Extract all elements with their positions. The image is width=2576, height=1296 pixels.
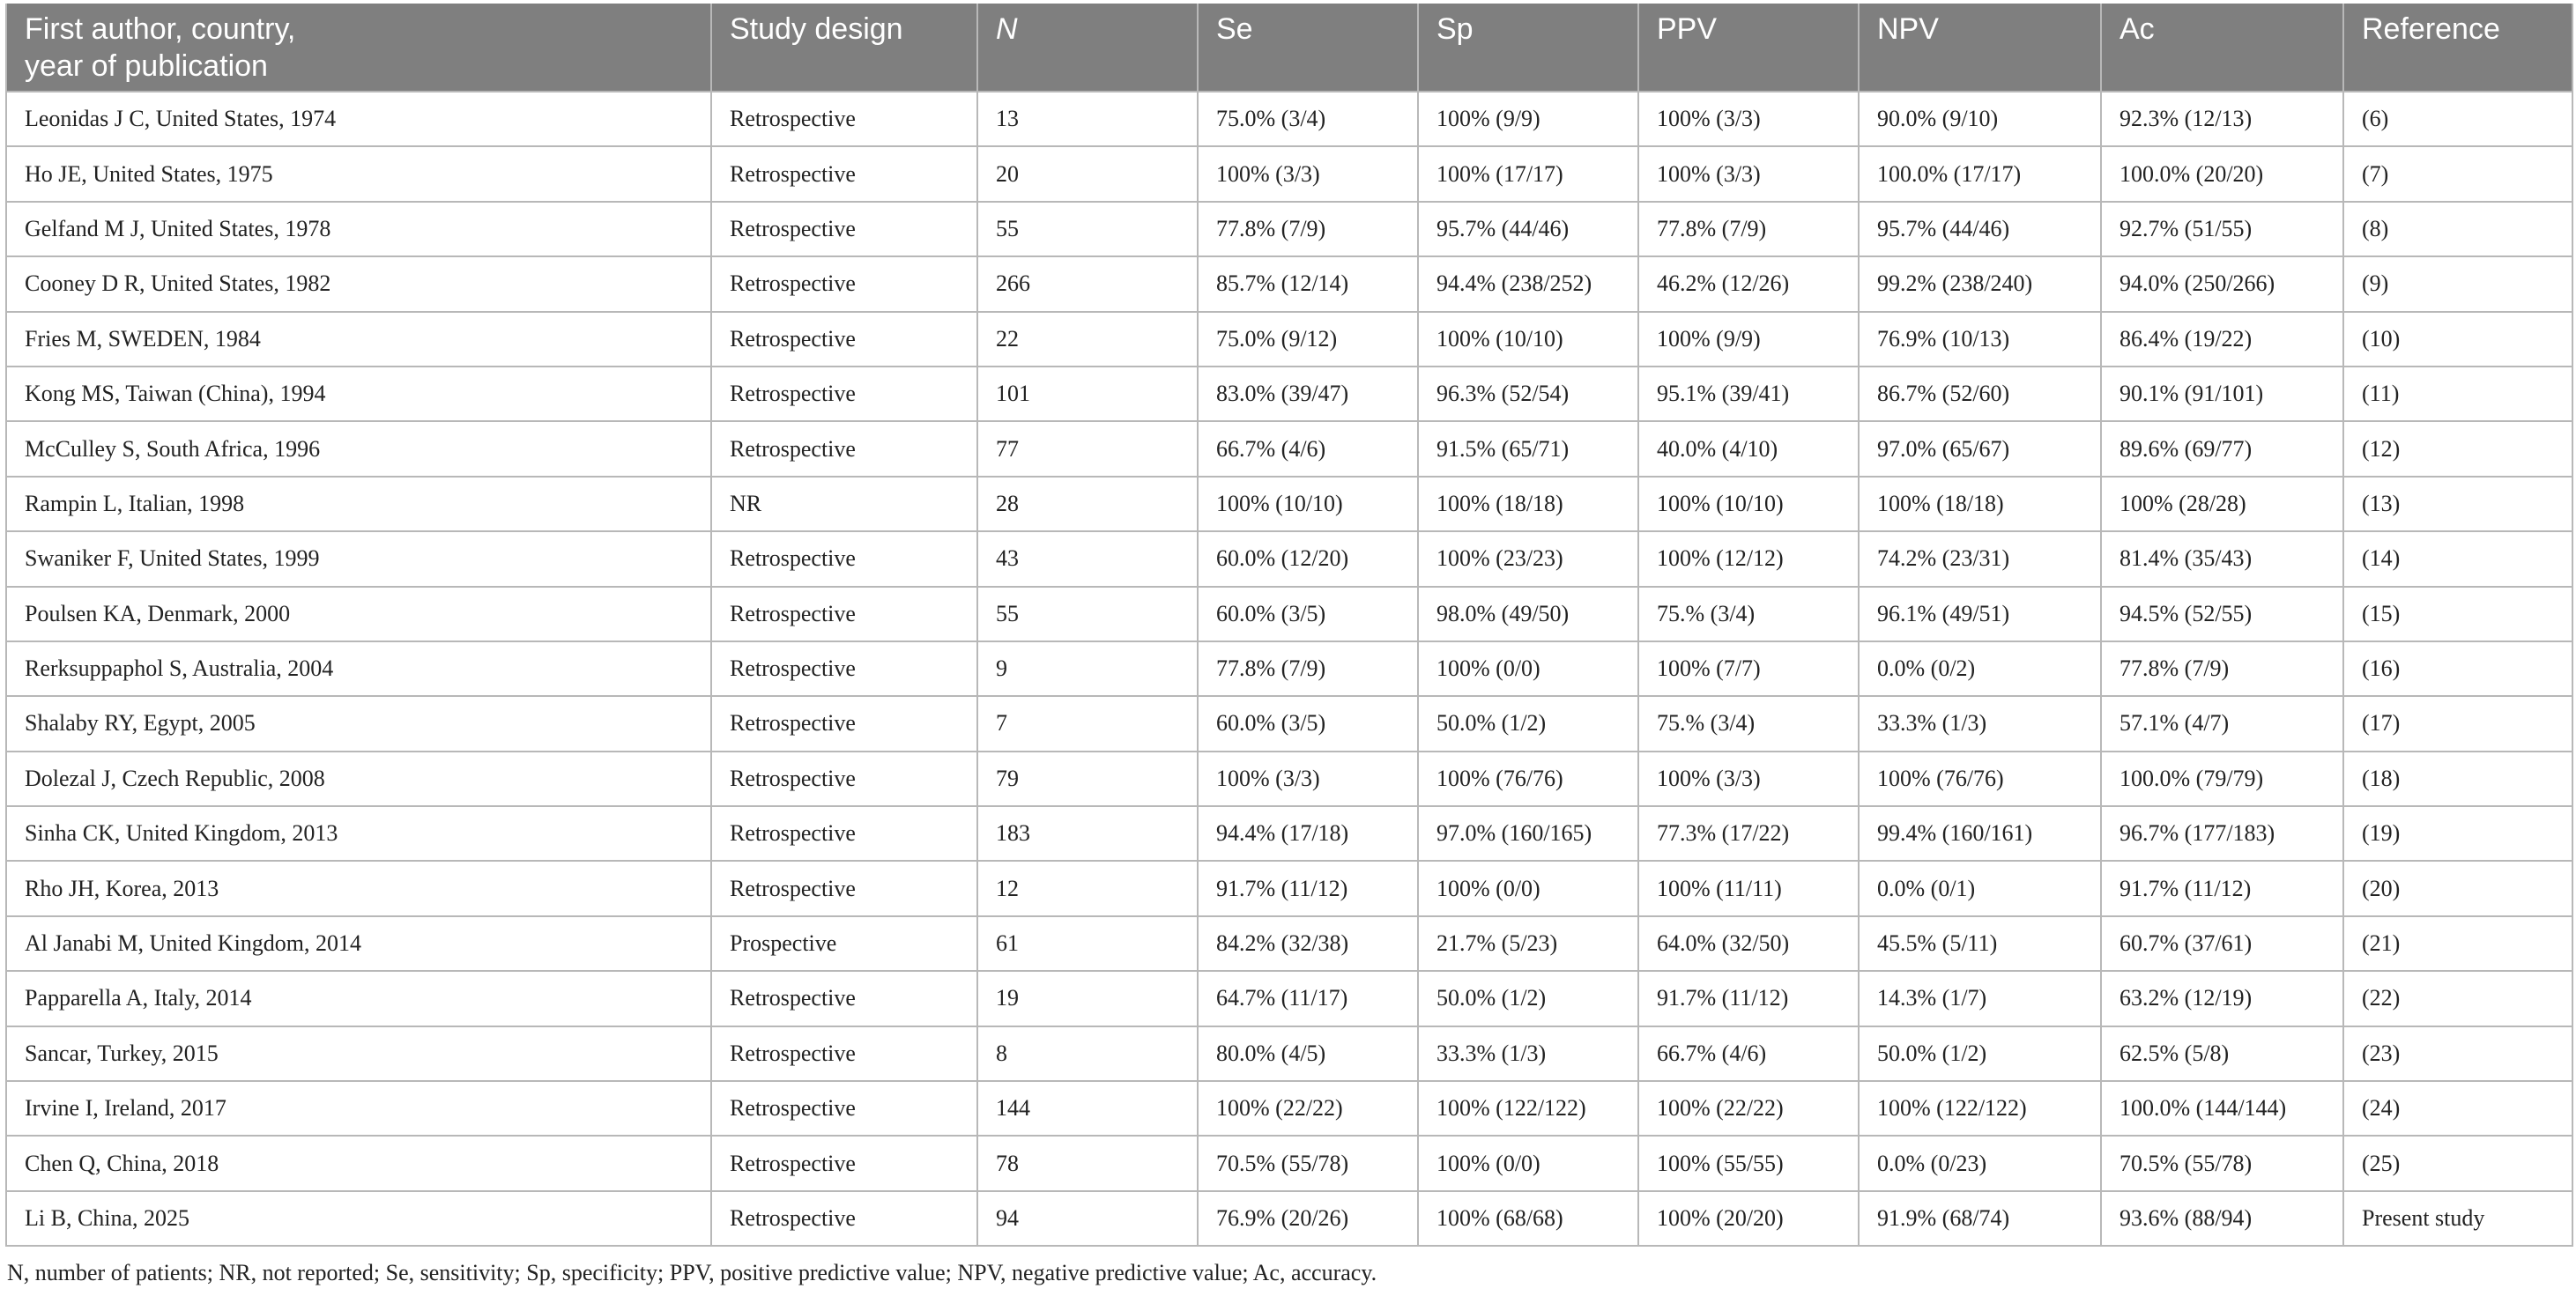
sp-cell: 100% (0/0)	[1418, 1136, 1638, 1190]
n-cell: 61	[977, 916, 1198, 971]
n-cell: 77	[977, 421, 1198, 476]
ac-cell: 100.0% (79/79)	[2101, 752, 2343, 806]
reference-cell: (9)	[2343, 256, 2572, 311]
header-se	[1198, 4, 1418, 92]
ac-cell: 91.7% (11/12)	[2101, 861, 2343, 915]
study-design-cell: Retrospective	[711, 202, 977, 256]
sp-cell: 100% (23/23)	[1418, 531, 1638, 586]
n-cell: 19	[977, 971, 1198, 1026]
table-body	[6, 92, 2572, 1246]
reference-cell: (23)	[2343, 1026, 2572, 1081]
study-design-cell: Retrospective	[711, 367, 977, 421]
author-cell: Swaniker F, United States, 1999	[6, 531, 711, 586]
sp-cell: 91.5% (65/71)	[1418, 421, 1638, 476]
ppv-cell: 100% (20/20)	[1638, 1191, 1859, 1246]
se-cell: 60.0% (3/5)	[1198, 587, 1418, 641]
table-row	[6, 477, 2572, 531]
n-cell: 94	[977, 1191, 1198, 1246]
reference-cell: (15)	[2343, 587, 2572, 641]
se-cell: 77.8% (7/9)	[1198, 202, 1418, 256]
header-label: Se	[1216, 12, 1253, 46]
se-cell: 75.0% (9/12)	[1198, 312, 1418, 367]
header-label: First author, country,	[25, 12, 296, 46]
npv-cell: 33.3% (1/3)	[1859, 696, 2101, 751]
table-header-row	[6, 4, 2572, 92]
ac-cell: 100.0% (144/144)	[2101, 1081, 2343, 1136]
author-cell: Fries M, SWEDEN, 1984	[6, 312, 711, 367]
table-row	[6, 421, 2572, 476]
sp-cell: 95.7% (44/46)	[1418, 202, 1638, 256]
header-label: Ac	[2119, 12, 2155, 46]
ppv-cell: 40.0% (4/10)	[1638, 421, 1859, 476]
ppv-cell: 100% (3/3)	[1638, 146, 1859, 201]
header-label: NPV	[1877, 12, 1939, 46]
sp-cell: 100% (0/0)	[1418, 641, 1638, 696]
study-design-cell: Retrospective	[711, 641, 977, 696]
n-cell: 55	[977, 587, 1198, 641]
sp-cell: 21.7% (5/23)	[1418, 916, 1638, 971]
reference-cell: (17)	[2343, 696, 2572, 751]
n-cell: 8	[977, 1026, 1198, 1081]
ac-cell: 77.8% (7/9)	[2101, 641, 2343, 696]
npv-cell: 86.7% (52/60)	[1859, 367, 2101, 421]
ac-cell: 89.6% (69/77)	[2101, 421, 2343, 476]
ac-cell: 100.0% (20/20)	[2101, 146, 2343, 201]
author-cell: Sancar, Turkey, 2015	[6, 1026, 711, 1081]
table-row	[6, 92, 2572, 146]
results-table	[5, 4, 2573, 1247]
se-cell: 75.0% (3/4)	[1198, 92, 1418, 146]
ac-cell: 92.7% (51/55)	[2101, 202, 2343, 256]
reference-cell: (8)	[2343, 202, 2572, 256]
ppv-cell: 77.3% (17/22)	[1638, 806, 1859, 861]
n-cell: 55	[977, 202, 1198, 256]
author-cell: Shalaby RY, Egypt, 2005	[6, 696, 711, 751]
n-cell: 78	[977, 1136, 1198, 1190]
table-row	[6, 916, 2572, 971]
ac-cell: 70.5% (55/78)	[2101, 1136, 2343, 1190]
se-cell: 91.7% (11/12)	[1198, 861, 1418, 915]
ppv-cell: 100% (22/22)	[1638, 1081, 1859, 1136]
npv-cell: 99.4% (160/161)	[1859, 806, 2101, 861]
table-row	[6, 202, 2572, 256]
table-row	[6, 256, 2572, 311]
header-n	[977, 4, 1198, 92]
table-row	[6, 531, 2572, 586]
table-row	[6, 1081, 2572, 1136]
sp-cell: 100% (76/76)	[1418, 752, 1638, 806]
header-label: Reference	[2362, 12, 2500, 46]
ppv-cell: 100% (11/11)	[1638, 861, 1859, 915]
ac-cell: 63.2% (12/19)	[2101, 971, 2343, 1026]
ppv-cell: 100% (10/10)	[1638, 477, 1859, 531]
ppv-cell: 91.7% (11/12)	[1638, 971, 1859, 1026]
npv-cell: 0.0% (0/2)	[1859, 641, 2101, 696]
reference-cell: (13)	[2343, 477, 2572, 531]
n-cell: 12	[977, 861, 1198, 915]
study-design-cell: Retrospective	[711, 861, 977, 915]
author-cell: Poulsen KA, Denmark, 2000	[6, 587, 711, 641]
n-cell: 79	[977, 752, 1198, 806]
study-design-cell: Retrospective	[711, 971, 977, 1026]
se-cell: 76.9% (20/26)	[1198, 1191, 1418, 1246]
reference-cell: (25)	[2343, 1136, 2572, 1190]
se-cell: 60.0% (12/20)	[1198, 531, 1418, 586]
n-cell: 183	[977, 806, 1198, 861]
author-cell: Irvine I, Ireland, 2017	[6, 1081, 711, 1136]
se-cell: 100% (3/3)	[1198, 752, 1418, 806]
author-cell: Al Janabi M, United Kingdom, 2014	[6, 916, 711, 971]
ac-cell: 100% (28/28)	[2101, 477, 2343, 531]
se-cell: 84.2% (32/38)	[1198, 916, 1418, 971]
se-cell: 100% (10/10)	[1198, 477, 1418, 531]
table-row	[6, 861, 2572, 915]
table-footnote: N, number of patients; NR, not reported; Se, sensitivity; Sp, specificity; PPV, positive predictive value; NPV, negative predictive value; Ac, accuracy.	[7, 1260, 1377, 1285]
npv-cell: 97.0% (65/67)	[1859, 421, 2101, 476]
reference-cell: (14)	[2343, 531, 2572, 586]
sp-cell: 98.0% (49/50)	[1418, 587, 1638, 641]
n-cell: 20	[977, 146, 1198, 201]
author-cell: Dolezal J, Czech Republic, 2008	[6, 752, 711, 806]
table-row	[6, 1136, 2572, 1190]
author-cell: Rerksuppaphol S, Australia, 2004	[6, 641, 711, 696]
table-row	[6, 696, 2572, 751]
sp-cell: 100% (122/122)	[1418, 1081, 1638, 1136]
study-design-cell: Retrospective	[711, 146, 977, 201]
table-row	[6, 806, 2572, 861]
se-cell: 77.8% (7/9)	[1198, 641, 1418, 696]
sp-cell: 33.3% (1/3)	[1418, 1026, 1638, 1081]
npv-cell: 0.0% (0/1)	[1859, 861, 2101, 915]
npv-cell: 100% (18/18)	[1859, 477, 2101, 531]
se-cell: 100% (3/3)	[1198, 146, 1418, 201]
author-cell: McCulley S, South Africa, 1996	[6, 421, 711, 476]
table-row	[6, 146, 2572, 201]
header-label: Sp	[1436, 12, 1474, 46]
author-cell: Ho JE, United States, 1975	[6, 146, 711, 201]
ac-cell: 92.3% (12/13)	[2101, 92, 2343, 146]
author-cell: Rampin L, Italian, 1998	[6, 477, 711, 531]
reference-cell: (19)	[2343, 806, 2572, 861]
npv-cell: 95.7% (44/46)	[1859, 202, 2101, 256]
header-ppv	[1638, 4, 1859, 92]
n-cell: 22	[977, 312, 1198, 367]
npv-cell: 100.0% (17/17)	[1859, 146, 2101, 201]
ac-cell: 93.6% (88/94)	[2101, 1191, 2343, 1246]
npv-cell: 74.2% (23/31)	[1859, 531, 2101, 586]
header-study-design	[711, 4, 977, 92]
ac-cell: 57.1% (4/7)	[2101, 696, 2343, 751]
ppv-cell: 100% (7/7)	[1638, 641, 1859, 696]
study-design-cell: Retrospective	[711, 752, 977, 806]
reference-cell: (18)	[2343, 752, 2572, 806]
ac-cell: 62.5% (5/8)	[2101, 1026, 2343, 1081]
se-cell: 100% (22/22)	[1198, 1081, 1418, 1136]
author-cell: Leonidas J C, United States, 1974	[6, 92, 711, 146]
npv-cell: 14.3% (1/7)	[1859, 971, 2101, 1026]
results-table-container	[5, 4, 2572, 1247]
study-design-cell: Retrospective	[711, 1081, 977, 1136]
header-label: PPV	[1657, 12, 1718, 46]
table-row	[6, 752, 2572, 806]
sp-cell: 100% (9/9)	[1418, 92, 1638, 146]
n-cell: 101	[977, 367, 1198, 421]
study-design-cell: Prospective	[711, 916, 977, 971]
sp-cell: 50.0% (1/2)	[1418, 971, 1638, 1026]
study-design-cell: NR	[711, 477, 977, 531]
header-label: N	[996, 12, 1018, 46]
author-cell: Papparella A, Italy, 2014	[6, 971, 711, 1026]
n-cell: 144	[977, 1081, 1198, 1136]
reference-cell: (16)	[2343, 641, 2572, 696]
ppv-cell: 75.% (3/4)	[1638, 696, 1859, 751]
header-reference	[2343, 4, 2572, 92]
se-cell: 83.0% (39/47)	[1198, 367, 1418, 421]
ac-cell: 94.0% (250/266)	[2101, 256, 2343, 311]
se-cell: 60.0% (3/5)	[1198, 696, 1418, 751]
reference-cell: (11)	[2343, 367, 2572, 421]
author-cell: Rho JH, Korea, 2013	[6, 861, 711, 915]
header-label: Study design	[730, 12, 903, 46]
table-row	[6, 1191, 2572, 1246]
study-design-cell: Retrospective	[711, 587, 977, 641]
header-npv	[1859, 4, 2101, 92]
npv-cell: 0.0% (0/23)	[1859, 1136, 2101, 1190]
reference-cell: Present study	[2343, 1191, 2572, 1246]
sp-cell: 94.4% (238/252)	[1418, 256, 1638, 311]
sp-cell: 97.0% (160/165)	[1418, 806, 1638, 861]
table-row	[6, 312, 2572, 367]
npv-cell: 76.9% (10/13)	[1859, 312, 2101, 367]
ppv-cell: 75.% (3/4)	[1638, 587, 1859, 641]
ac-cell: 90.1% (91/101)	[2101, 367, 2343, 421]
sp-cell: 100% (0/0)	[1418, 861, 1638, 915]
reference-cell: (7)	[2343, 146, 2572, 201]
reference-cell: (10)	[2343, 312, 2572, 367]
se-cell: 85.7% (12/14)	[1198, 256, 1418, 311]
npv-cell: 96.1% (49/51)	[1859, 587, 2101, 641]
n-cell: 9	[977, 641, 1198, 696]
reference-cell: (20)	[2343, 861, 2572, 915]
ppv-cell: 77.8% (7/9)	[1638, 202, 1859, 256]
ppv-cell: 100% (55/55)	[1638, 1136, 1859, 1190]
ac-cell: 96.7% (177/183)	[2101, 806, 2343, 861]
reference-cell: (6)	[2343, 92, 2572, 146]
n-cell: 43	[977, 531, 1198, 586]
header-author	[6, 4, 711, 92]
study-design-cell: Retrospective	[711, 92, 977, 146]
ppv-cell: 95.1% (39/41)	[1638, 367, 1859, 421]
se-cell: 70.5% (55/78)	[1198, 1136, 1418, 1190]
reference-cell: (21)	[2343, 916, 2572, 971]
sp-cell: 100% (17/17)	[1418, 146, 1638, 201]
study-design-cell: Retrospective	[711, 1191, 977, 1246]
n-cell: 266	[977, 256, 1198, 311]
npv-cell: 50.0% (1/2)	[1859, 1026, 2101, 1081]
author-cell: Gelfand M J, United States, 1978	[6, 202, 711, 256]
study-design-cell: Retrospective	[711, 312, 977, 367]
sp-cell: 50.0% (1/2)	[1418, 696, 1638, 751]
study-design-cell: Retrospective	[711, 806, 977, 861]
header-label-line2: year of publication	[25, 49, 268, 83]
author-cell: Kong MS, Taiwan (China), 1994	[6, 367, 711, 421]
ppv-cell: 66.7% (4/6)	[1638, 1026, 1859, 1081]
study-design-cell: Retrospective	[711, 256, 977, 311]
ppv-cell: 100% (12/12)	[1638, 531, 1859, 586]
header-ac	[2101, 4, 2343, 92]
author-cell: Cooney D R, United States, 1982	[6, 256, 711, 311]
study-design-cell: Retrospective	[711, 1136, 977, 1190]
study-design-cell: Retrospective	[711, 531, 977, 586]
npv-cell: 100% (122/122)	[1859, 1081, 2101, 1136]
se-cell: 66.7% (4/6)	[1198, 421, 1418, 476]
ppv-cell: 64.0% (32/50)	[1638, 916, 1859, 971]
n-cell: 13	[977, 92, 1198, 146]
n-cell: 7	[977, 696, 1198, 751]
sp-cell: 100% (10/10)	[1418, 312, 1638, 367]
npv-cell: 100% (76/76)	[1859, 752, 2101, 806]
table-row	[6, 971, 2572, 1026]
table-row	[6, 1026, 2572, 1081]
reference-cell: (24)	[2343, 1081, 2572, 1136]
author-cell: Sinha CK, United Kingdom, 2013	[6, 806, 711, 861]
n-cell: 28	[977, 477, 1198, 531]
se-cell: 94.4% (17/18)	[1198, 806, 1418, 861]
header-sp	[1418, 4, 1638, 92]
sp-cell: 100% (68/68)	[1418, 1191, 1638, 1246]
study-design-cell: Retrospective	[711, 421, 977, 476]
author-cell: Li B, China, 2025	[6, 1191, 711, 1246]
ac-cell: 86.4% (19/22)	[2101, 312, 2343, 367]
ppv-cell: 100% (9/9)	[1638, 312, 1859, 367]
table-row	[6, 587, 2572, 641]
se-cell: 64.7% (11/17)	[1198, 971, 1418, 1026]
reference-cell: (12)	[2343, 421, 2572, 476]
npv-cell: 90.0% (9/10)	[1859, 92, 2101, 146]
ppv-cell: 100% (3/3)	[1638, 752, 1859, 806]
table-row	[6, 367, 2572, 421]
ac-cell: 60.7% (37/61)	[2101, 916, 2343, 971]
se-cell: 80.0% (4/5)	[1198, 1026, 1418, 1081]
ppv-cell: 100% (3/3)	[1638, 92, 1859, 146]
study-design-cell: Retrospective	[711, 1026, 977, 1081]
ac-cell: 81.4% (35/43)	[2101, 531, 2343, 586]
sp-cell: 96.3% (52/54)	[1418, 367, 1638, 421]
npv-cell: 99.2% (238/240)	[1859, 256, 2101, 311]
ppv-cell: 46.2% (12/26)	[1638, 256, 1859, 311]
npv-cell: 91.9% (68/74)	[1859, 1191, 2101, 1246]
sp-cell: 100% (18/18)	[1418, 477, 1638, 531]
npv-cell: 45.5% (5/11)	[1859, 916, 2101, 971]
study-design-cell: Retrospective	[711, 696, 977, 751]
table-row	[6, 641, 2572, 696]
reference-cell: (22)	[2343, 971, 2572, 1026]
ac-cell: 94.5% (52/55)	[2101, 587, 2343, 641]
author-cell: Chen Q, China, 2018	[6, 1136, 711, 1190]
